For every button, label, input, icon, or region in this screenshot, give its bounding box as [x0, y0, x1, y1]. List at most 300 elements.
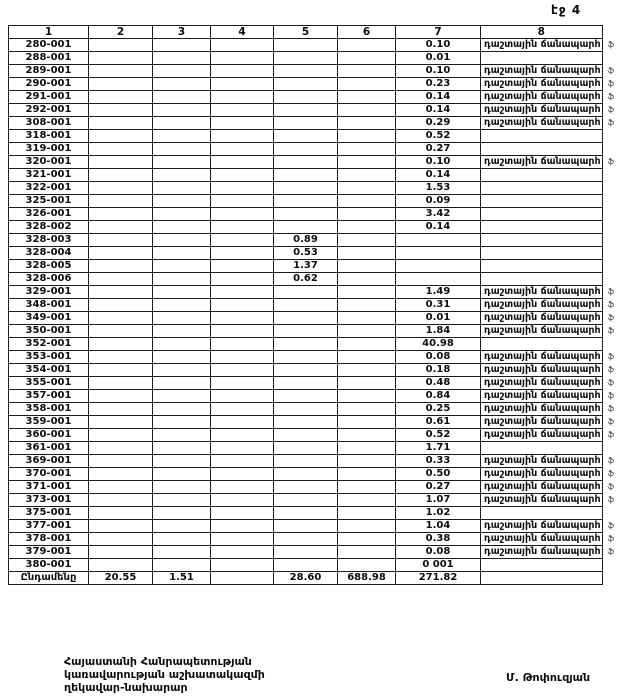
cell-col2: [89, 260, 153, 273]
cell-col2: [89, 468, 153, 481]
cell-col5: [274, 286, 338, 299]
table-row: [9, 351, 623, 364]
cell-col4: [211, 507, 274, 520]
margin-fragment: ֆ: [607, 40, 615, 49]
cell-col7: 0.29: [396, 117, 481, 130]
table-row: [9, 468, 623, 481]
cell-col5: [274, 468, 338, 481]
cell-col4: [211, 182, 274, 195]
cell-col2: [89, 520, 153, 533]
cell-col4: [211, 494, 274, 507]
cell-col7: 1.84: [396, 325, 481, 338]
authority-line-1: Հայաստանի Հանրապետության: [64, 655, 252, 668]
cell-col7: 0.25: [396, 403, 481, 416]
cell-col2: [89, 507, 153, 520]
table-row: [9, 364, 623, 377]
cell-col1: 318-001: [9, 130, 89, 143]
cell-col8: դաշտային ճանապարհ: [481, 91, 603, 104]
cell-col1: 373-001: [9, 494, 89, 507]
cell-col1: 357-001: [9, 390, 89, 403]
cell-col5: [274, 65, 338, 78]
margin-fragment: ֆ: [607, 326, 615, 335]
margin-fragment: ֆ: [607, 79, 615, 88]
table-row: [9, 299, 623, 312]
cell-col2: [89, 351, 153, 364]
table-row: [9, 507, 623, 520]
cell-col5: [274, 390, 338, 403]
total-cell-col1: Ընդամենը: [9, 572, 89, 585]
table-row: [9, 104, 623, 117]
cell-col2: [89, 377, 153, 390]
cell-col8: դաշտային ճանապարհ: [481, 286, 603, 299]
cell-col5: [274, 221, 338, 234]
cell-col4: [211, 442, 274, 455]
margin-fragment: [602, 143, 622, 156]
cell-col1: 348-001: [9, 299, 89, 312]
margin-fragment: ֆ: [607, 391, 615, 400]
cell-col4: [211, 429, 274, 442]
cell-col8: դաշտային ճանապարհ: [481, 351, 603, 364]
cell-col4: [211, 130, 274, 143]
cell-col8: դաշտային ճանապարհ: [481, 104, 603, 117]
cell-col1: 360-001: [9, 429, 89, 442]
cell-col5: [274, 143, 338, 156]
cell-col7: 0.01: [396, 52, 481, 65]
cell-col5: [274, 91, 338, 104]
total-cell-col5: 28.60: [274, 572, 338, 585]
cell-col2: [89, 143, 153, 156]
cell-col6: [338, 78, 396, 91]
cell-col5: [274, 195, 338, 208]
cell-col4: [211, 52, 274, 65]
cell-col3: [153, 338, 211, 351]
column-header-7: 7: [396, 26, 481, 39]
margin-fragment: ֆ: [607, 404, 615, 413]
cell-col7: [396, 234, 481, 247]
cell-col4: [211, 325, 274, 338]
table-row: [9, 208, 623, 221]
table-row: [9, 494, 623, 507]
page-number-label: էջ 4: [551, 3, 582, 17]
cell-col6: [338, 299, 396, 312]
cell-col3: [153, 156, 211, 169]
margin-fragment: [602, 234, 622, 247]
table-row: [9, 117, 623, 130]
cell-col4: [211, 533, 274, 546]
cell-col7: 0.10: [396, 65, 481, 78]
cell-col8: դաշտային ճանապարհ: [481, 481, 603, 494]
cell-col6: [338, 143, 396, 156]
cell-col2: [89, 247, 153, 260]
column-header-2: 2: [89, 26, 153, 39]
cell-col2: [89, 559, 153, 572]
cell-col5: [274, 494, 338, 507]
cell-col4: [211, 299, 274, 312]
cell-col2: [89, 390, 153, 403]
cell-col8: դաշտային ճանապարհ: [481, 325, 603, 338]
cell-col6: [338, 468, 396, 481]
cell-col3: [153, 52, 211, 65]
cell-col1: 288-001: [9, 52, 89, 65]
margin-fragment: [602, 507, 622, 520]
cell-col4: [211, 377, 274, 390]
margin-fragment: ֆ: [607, 469, 615, 478]
cell-col2: [89, 52, 153, 65]
signing-authority-block: [64, 655, 265, 694]
cell-col3: [153, 520, 211, 533]
margin-fragment: ֆ: [607, 521, 615, 530]
cell-col1: 371-001: [9, 481, 89, 494]
margin-fragment: [602, 260, 622, 273]
cell-col3: [153, 507, 211, 520]
cell-col6: [338, 234, 396, 247]
table-row: [9, 403, 623, 416]
margin-fragment: [602, 182, 622, 195]
cell-col4: [211, 143, 274, 156]
cell-col1: 380-001: [9, 559, 89, 572]
cell-col3: [153, 221, 211, 234]
cell-col1: 350-001: [9, 325, 89, 338]
cell-col1: 326-001: [9, 208, 89, 221]
cell-col7: [396, 260, 481, 273]
table-row: [9, 234, 623, 247]
cell-col8: դաշտային ճանապարհ: [481, 520, 603, 533]
cell-col8: [481, 195, 603, 208]
cell-col5: [274, 299, 338, 312]
cell-col8: դաշտային ճանապարհ: [481, 364, 603, 377]
cell-col5: [274, 442, 338, 455]
cell-col6: [338, 247, 396, 260]
cell-col1: 290-001: [9, 78, 89, 91]
cell-col1: 292-001: [9, 104, 89, 117]
margin-fragment: ֆ: [607, 313, 615, 322]
margin-fragment: ֆ: [607, 105, 615, 114]
margin-fragment: ֆ: [607, 157, 615, 166]
cell-col1: 320-001: [9, 156, 89, 169]
table-row: [9, 481, 623, 494]
cell-col4: [211, 169, 274, 182]
cell-col3: [153, 416, 211, 429]
cell-col2: [89, 455, 153, 468]
margin-fragment: ֆ: [607, 482, 615, 491]
cell-col2: [89, 169, 153, 182]
cell-col2: [89, 533, 153, 546]
cell-col7: 0.10: [396, 156, 481, 169]
cell-col7: 0.10: [396, 39, 481, 52]
cell-col7: 0 001: [396, 559, 481, 572]
cell-col2: [89, 494, 153, 507]
table-row: [9, 533, 623, 546]
cell-col2: [89, 221, 153, 234]
column-header-1: 1: [9, 26, 89, 39]
cell-col1: 321-001: [9, 169, 89, 182]
total-cell-col7: 271.82: [396, 572, 481, 585]
cell-col7: 0.61: [396, 416, 481, 429]
cell-col3: [153, 455, 211, 468]
margin-fragment: ֆ: [607, 300, 615, 309]
cell-col4: [211, 286, 274, 299]
cell-col8: [481, 273, 603, 286]
cell-col3: [153, 260, 211, 273]
cell-col2: [89, 104, 153, 117]
cell-col2: [89, 156, 153, 169]
table-row: [9, 169, 623, 182]
cell-col1: 289-001: [9, 65, 89, 78]
table-row: [9, 39, 623, 52]
cell-col6: [338, 520, 396, 533]
cell-col3: [153, 403, 211, 416]
cell-col4: [211, 468, 274, 481]
table-row: [9, 260, 623, 273]
cell-col3: [153, 104, 211, 117]
cell-col5: [274, 104, 338, 117]
cell-col3: [153, 429, 211, 442]
table-row: [9, 156, 623, 169]
cell-col8: [481, 234, 603, 247]
cell-col4: [211, 104, 274, 117]
cell-col8: [481, 143, 603, 156]
column-header-4: 4: [211, 26, 274, 39]
cell-col7: 0.27: [396, 143, 481, 156]
margin-fragment: [602, 52, 622, 65]
column-header-8: 8: [481, 26, 603, 39]
cell-col4: [211, 364, 274, 377]
cell-col8: դաշտային ճանապարհ: [481, 455, 603, 468]
margin-fragment: [602, 442, 622, 455]
cell-col5: [274, 117, 338, 130]
cell-col3: [153, 351, 211, 364]
cell-col8: դաշտային ճանապարհ: [481, 377, 603, 390]
cell-col5: [274, 416, 338, 429]
cell-col4: [211, 455, 274, 468]
cell-col4: [211, 403, 274, 416]
cell-col8: [481, 182, 603, 195]
cell-col2: [89, 546, 153, 559]
margin-fragment: ֆ: [607, 287, 615, 296]
cell-col6: [338, 442, 396, 455]
cell-col2: [89, 364, 153, 377]
cell-col6: [338, 195, 396, 208]
table-row: [9, 390, 623, 403]
cell-col7: 0.27: [396, 481, 481, 494]
cell-col5: 0.62: [274, 273, 338, 286]
cell-col5: [274, 403, 338, 416]
table-row: [9, 143, 623, 156]
cell-col1: 280-001: [9, 39, 89, 52]
cell-col6: [338, 494, 396, 507]
margin-fragment: ֆ: [607, 417, 615, 426]
cell-col7: 1.07: [396, 494, 481, 507]
cell-col6: [338, 221, 396, 234]
table-row: [9, 429, 623, 442]
cell-col7: 0.14: [396, 169, 481, 182]
cell-col5: [274, 546, 338, 559]
cell-col6: [338, 455, 396, 468]
cell-col4: [211, 559, 274, 572]
margin-fragment: ֆ: [607, 378, 615, 387]
cell-col6: [338, 104, 396, 117]
cell-col5: [274, 39, 338, 52]
total-cell-col4: [211, 572, 274, 585]
cell-col8: դաշտային ճանապարհ: [481, 312, 603, 325]
table-row: [9, 416, 623, 429]
cell-col7: 0.09: [396, 195, 481, 208]
cell-col8: [481, 442, 603, 455]
cell-col2: [89, 403, 153, 416]
cell-col8: [481, 247, 603, 260]
margin-fragment: [602, 169, 622, 182]
cell-col4: [211, 481, 274, 494]
cell-col5: 1.37: [274, 260, 338, 273]
cell-col1: 328-006: [9, 273, 89, 286]
authority-line-2: կառավարության աշխատակազմի: [64, 668, 265, 681]
total-cell-col8: [481, 572, 603, 585]
table-row: [9, 312, 623, 325]
table-row: [9, 442, 623, 455]
cell-col8: [481, 208, 603, 221]
cell-col2: [89, 78, 153, 91]
cell-col1: 375-001: [9, 507, 89, 520]
table-row: [9, 65, 623, 78]
cell-col6: [338, 546, 396, 559]
margin-fragment: ֆ: [607, 430, 615, 439]
cell-col1: 328-005: [9, 260, 89, 273]
cell-col6: [338, 351, 396, 364]
cell-col8: դաշտային ճանապարհ: [481, 39, 603, 52]
cell-col2: [89, 182, 153, 195]
cell-col6: [338, 52, 396, 65]
cell-col6: [338, 169, 396, 182]
cell-col5: [274, 559, 338, 572]
margin-spacer: [602, 572, 622, 585]
cell-col3: [153, 117, 211, 130]
cell-col6: [338, 403, 396, 416]
cell-col4: [211, 273, 274, 286]
cell-col8: [481, 169, 603, 182]
cell-col4: [211, 520, 274, 533]
cell-col1: 291-001: [9, 91, 89, 104]
cell-col5: [274, 338, 338, 351]
cell-col2: [89, 299, 153, 312]
cell-col8: դաշտային ճանապարհ: [481, 403, 603, 416]
margin-fragment: [602, 208, 622, 221]
cell-col1: 354-001: [9, 364, 89, 377]
cell-col2: [89, 338, 153, 351]
cell-col5: [274, 377, 338, 390]
cell-col3: [153, 494, 211, 507]
margin-fragment: [602, 273, 622, 286]
cell-col7: 0.18: [396, 364, 481, 377]
total-cell-col6: 688.98: [338, 572, 396, 585]
cell-col3: [153, 234, 211, 247]
margin-spacer: [602, 26, 622, 39]
cell-col6: [338, 338, 396, 351]
cell-col3: [153, 481, 211, 494]
cell-col2: [89, 429, 153, 442]
cell-col3: [153, 325, 211, 338]
cell-col1: 358-001: [9, 403, 89, 416]
cell-col6: [338, 416, 396, 429]
cell-col2: [89, 208, 153, 221]
cell-col6: [338, 260, 396, 273]
cell-col5: 0.89: [274, 234, 338, 247]
cell-col3: [153, 364, 211, 377]
cell-col7: 0.33: [396, 455, 481, 468]
cell-col4: [211, 390, 274, 403]
cell-col1: 370-001: [9, 468, 89, 481]
cell-col7: 3.42: [396, 208, 481, 221]
cell-col7: 0.50: [396, 468, 481, 481]
cell-col7: 0.01: [396, 312, 481, 325]
cell-col8: [481, 130, 603, 143]
cell-col6: [338, 390, 396, 403]
cell-col7: 40.98: [396, 338, 481, 351]
cell-col8: դաշտային ճանապարհ: [481, 533, 603, 546]
cell-col3: [153, 377, 211, 390]
table-row: [9, 221, 623, 234]
cell-col3: [153, 273, 211, 286]
cell-col6: [338, 117, 396, 130]
cell-col5: [274, 364, 338, 377]
cell-col6: [338, 65, 396, 78]
cell-col7: 0.84: [396, 390, 481, 403]
cell-col7: 1.02: [396, 507, 481, 520]
column-header-6: 6: [338, 26, 396, 39]
cell-col6: [338, 481, 396, 494]
cell-col5: [274, 78, 338, 91]
cell-col2: [89, 65, 153, 78]
cell-col4: [211, 312, 274, 325]
cell-col3: [153, 130, 211, 143]
margin-fragment: ֆ: [607, 495, 615, 504]
table-row: [9, 520, 623, 533]
cell-col1: 352-001: [9, 338, 89, 351]
cell-col6: [338, 273, 396, 286]
cell-col8: դաշտային ճանապարհ: [481, 468, 603, 481]
cell-col5: [274, 52, 338, 65]
cell-col8: [481, 338, 603, 351]
cell-col4: [211, 65, 274, 78]
land-parcel-table: [8, 25, 623, 585]
cell-col3: [153, 546, 211, 559]
cell-col4: [211, 208, 274, 221]
margin-fragment: ֆ: [607, 534, 615, 543]
cell-col6: [338, 39, 396, 52]
cell-col4: [211, 39, 274, 52]
cell-col6: [338, 533, 396, 546]
margin-fragment: ֆ: [607, 352, 615, 361]
cell-col3: [153, 195, 211, 208]
cell-col6: [338, 182, 396, 195]
cell-col7: 0.08: [396, 546, 481, 559]
column-header-3: 3: [153, 26, 211, 39]
cell-col3: [153, 91, 211, 104]
cell-col3: [153, 533, 211, 546]
cell-col6: [338, 312, 396, 325]
cell-col8: դաշտային ճանապարհ: [481, 299, 603, 312]
cell-col5: [274, 169, 338, 182]
signatory-name: Մ. Թոփուզյան: [506, 671, 591, 684]
cell-col1: 319-001: [9, 143, 89, 156]
cell-col5: [274, 182, 338, 195]
cell-col7: [396, 247, 481, 260]
cell-col5: [274, 208, 338, 221]
cell-col5: [274, 351, 338, 364]
cell-col6: [338, 377, 396, 390]
cell-col3: [153, 286, 211, 299]
cell-col5: [274, 130, 338, 143]
table-row: [9, 247, 623, 260]
